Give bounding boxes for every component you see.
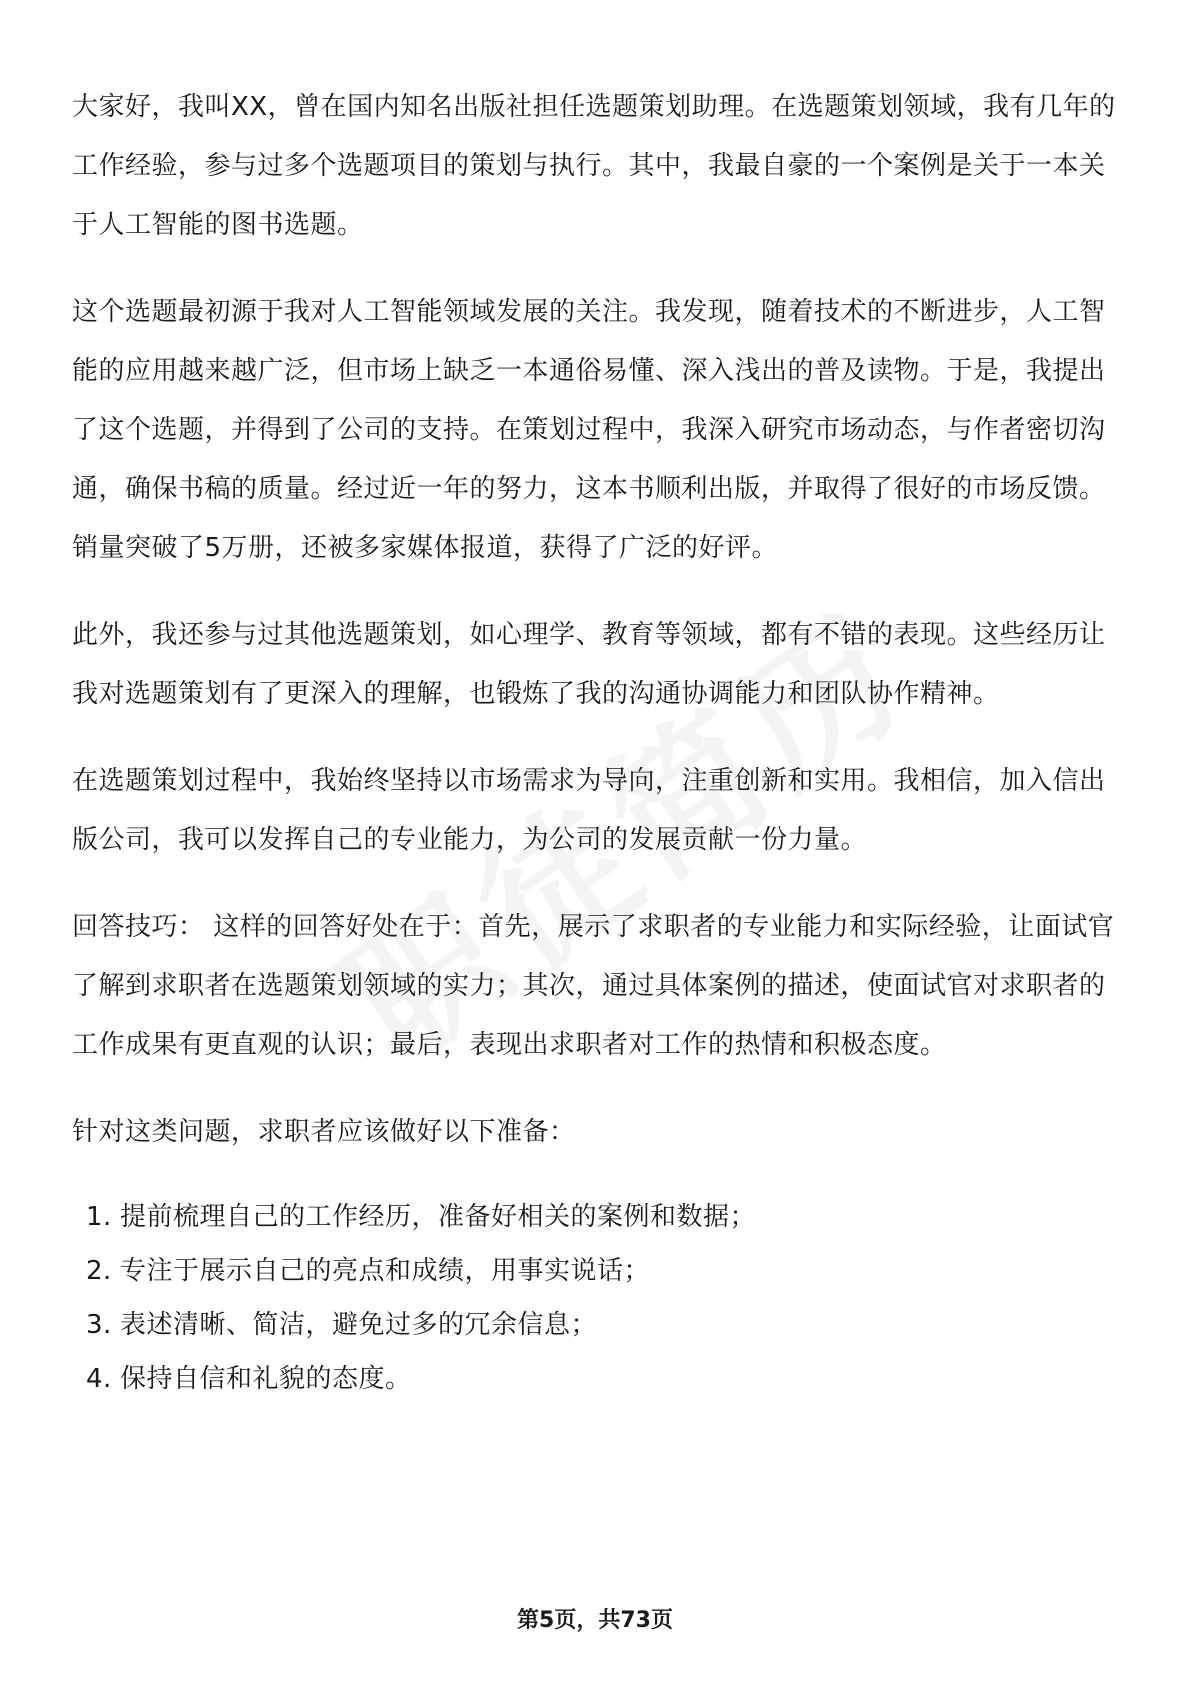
list-item-text: 表述清晰、简洁，避免过多的冗余信息；	[120, 1310, 598, 1340]
list-item-number: 1.	[86, 1202, 112, 1232]
preparation-list	[72, 1190, 1122, 1406]
paragraph-other-experience: 此外，我还参与过其他选题策划，如心理学、教育等领域，都有不错的表现。这些经历让我对选题策划有了更深入的理解，也锻炼了我的沟通协调能力和团队协作精神。	[72, 620, 1106, 709]
list-item-text: 保持自信和礼貌的态度。	[120, 1364, 412, 1394]
paragraph-motivation: 在选题策划过程中，我始终坚持以市场需求为导向，注重创新和实用。我相信，加入信出版公司，我可以发挥自己的专业能力，为公司的发展贡献一份力量。	[72, 766, 1106, 855]
list-item-number: 2.	[86, 1256, 112, 1286]
paragraph-case-study: 这个选题最初源于我对人工智能领域发展的关注。我发现，随着技术的不断进步，人工智能的应用越来越广泛，但市场上缺乏一本通俗易懂、深入浅出的普及读物。于是，我提出了这个选题，并得到了公司的支持。在策划过程中，我深入研究市场动态，与作者密切沟通，确保书稿的质量。经过近一年的努力，这本书顺利出版，并取得了很好的市场反馈。销量突破了5万册，还被多家媒体报道，获得了广泛的好评。	[72, 297, 1106, 563]
paragraph-intro: 大家好，我叫XX，曾在国内知名出版社担任选题策划助理。在选题策划领域，我有几年的工作经验，参与过多个选题项目的策划与执行。其中，我最自豪的一个案例是关于一本关于人工智能的图书选题。	[72, 92, 1116, 240]
list-item	[72, 1352, 1122, 1406]
page-number-footer: 第5页，共73页	[517, 1608, 673, 1633]
list-item-text: 提前梳理自己的工作经历，准备好相关的案例和数据；	[120, 1202, 757, 1232]
document-body	[72, 78, 1122, 1406]
list-item-text: 专注于展示自己的亮点和成绩，用事实说话；	[120, 1256, 651, 1286]
paragraph-answer-tips: 回答技巧： 这样的回答好处在于：首先，展示了求职者的专业能力和实际经验，让面试官了解到求职者在选题策划领域的实力；其次，通过具体案例的描述，使面试官对求职者的工作成果有更直观的认识；最后，表现出求职者对工作的热情和积极态度。	[72, 912, 1115, 1060]
list-item	[72, 1190, 1122, 1244]
list-item-number: 4.	[86, 1364, 112, 1394]
list-item	[72, 1298, 1122, 1352]
paragraph-preparation-intro: 针对这类问题，求职者应该做好以下准备：	[72, 1117, 576, 1147]
list-item-number: 3.	[86, 1310, 112, 1340]
list-item	[72, 1244, 1122, 1298]
